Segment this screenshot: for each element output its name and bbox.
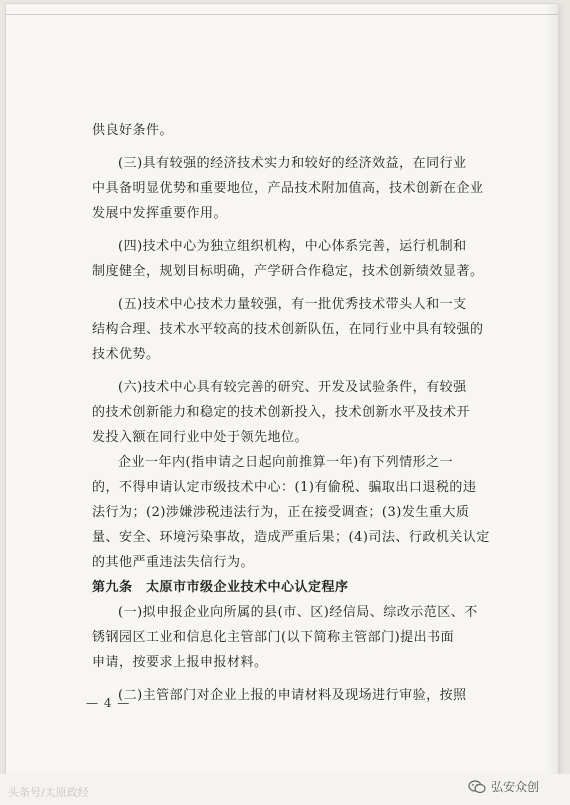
body-line: 供良好条件。 [92, 123, 174, 138]
body-line: 的其他严重违法失信行为。 [92, 555, 255, 570]
body-line: 发展中发挥重要作用。 [92, 206, 228, 221]
body-line: (四)技术中心为独立组织机构，中心体系完善，运行机制和 [118, 239, 467, 254]
body-line: 发投入额在同行业中处于领先地位。 [92, 430, 309, 445]
wechat-icon [468, 780, 486, 794]
body-line: (一)拟申报企业向所属的县(市、区)经信局、综改示范区、不 [118, 605, 478, 620]
body-line: 锈钢园区工业和信息化主管部门(以下简称主管部门)提出书面 [92, 630, 455, 645]
page-top-edge [6, 4, 558, 15]
body-line: 的技术创新能力和稳定的技术创新投入，技术创新水平及技术开 [92, 405, 471, 420]
body-line: 技术优势。 [92, 347, 160, 362]
article-heading: 第九条 太原市市级企业技术中心认定程序 [92, 580, 349, 595]
body-line: 申请，按要求上报申报材料。 [92, 655, 268, 670]
body-line: 制度健全，规划目标明确，产学研合作稳定，技术创新绩效显著。 [92, 264, 484, 279]
body-line: 结构合理、技术水平较高的技术创新队伍，在同行业中具有较强的 [92, 322, 484, 337]
watermark-left: 头条号/太原政经 [8, 786, 89, 799]
document-body [92, 118, 490, 708]
watermark-right-text: 弘安众创 [491, 780, 540, 794]
body-line: 企业一年内(指申请之日起向前推算一年)有下列情形之一 [118, 455, 454, 470]
body-line: 量、安全、环境污染事故，造成严重后果；(4)司法、行政机关认定 [92, 530, 490, 545]
body-line: 中具备明显优势和重要地位，产品技术附加值高，技术创新在企业 [92, 181, 484, 196]
body-line: (二)主管部门对企业上报的申请材料及现场进行审验，按照 [118, 688, 467, 703]
body-line: 法行为；(2)涉嫌涉税违法行为，正在接受调查；(3)发生重大质 [92, 505, 470, 520]
page-right-edge [546, 4, 558, 774]
body-line: (五)技术中心技术力量较强，有一批优秀技术带头人和一支 [118, 297, 467, 312]
watermark-right [468, 778, 539, 795]
page-number: — 4 — [86, 696, 131, 710]
body-line: 的，不得申请认定市级技术中心：(1)有偷税、骗取出口退税的违 [92, 480, 477, 495]
body-line: (三)具有较强的经济技术实力和较好的经济效益，在同行业 [118, 156, 467, 171]
body-line: (六)技术中心具有较完善的研究、开发及试验条件，有较强 [118, 380, 467, 395]
